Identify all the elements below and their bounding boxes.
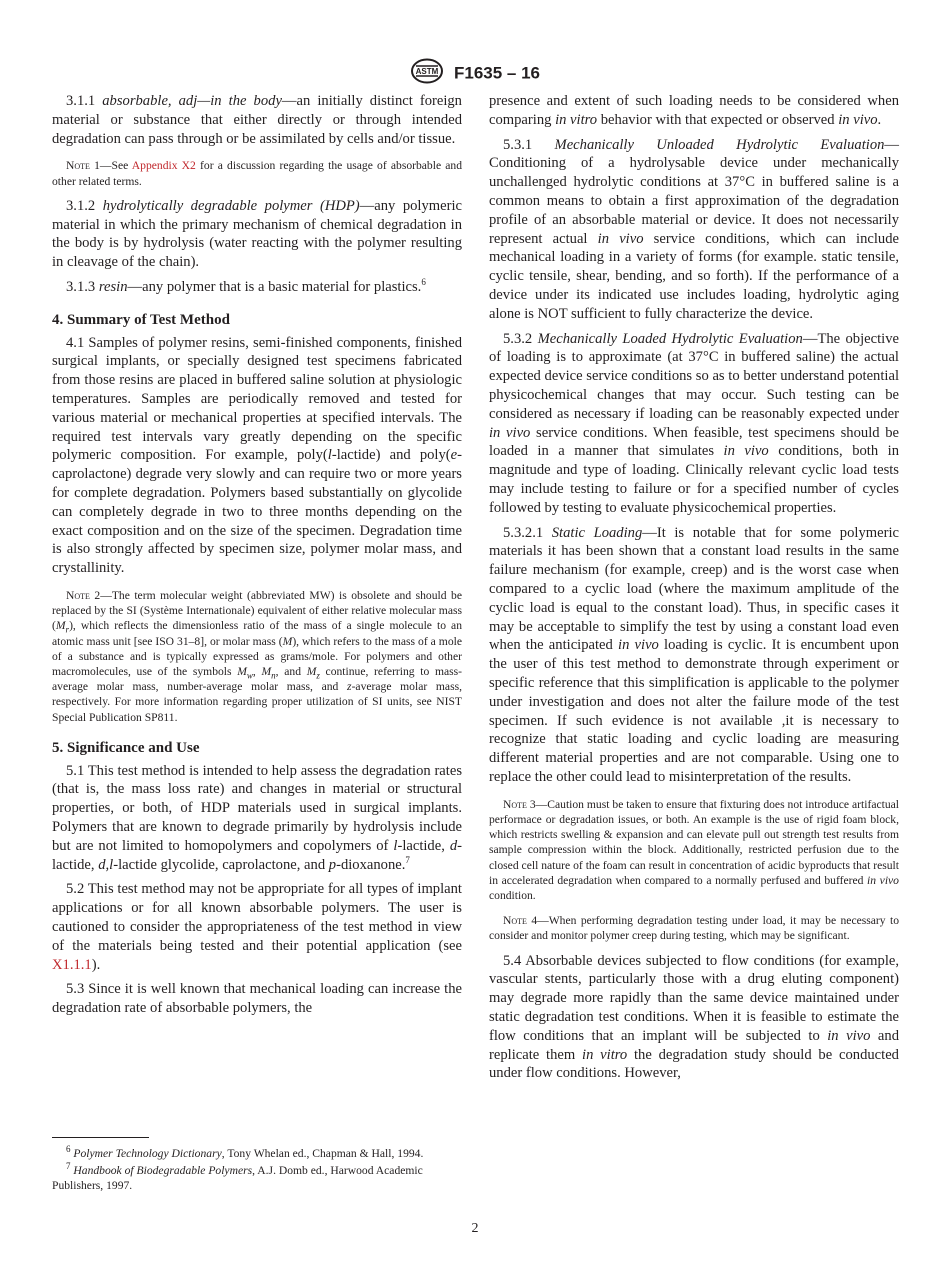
right-column xyxy=(489,92,899,1089)
footnote-6: $^6$ Polymer Technology Dictionary, Tony Whelan ed., Chapman & Hall, 1994. xyxy=(66,1144,424,1160)
footnote-divider xyxy=(52,1137,149,1138)
paragraph-5-3-2: 5.3.2 Mechanically Loaded Hydrolytic Evaluation—The objective of loading is to approximate (at 37°C in buffered saline) the actual expected device service conditions so as to better understand potential physicochemical changes that may occur. Such testing can be considered as necessary if loading can be reasonably expected under in vivo service conditions. When feasible, test specimens should be loaded in a manner that simulates in vivo conditions, both in magnitude and type of loading. Clinically relevant cyclic load tests may include testing to failure or for a specified number of cycles followed by testing to evaluate physicochemical properties. xyxy=(489,330,900,516)
paragraph-5-3-2-1: 5.3.2.1 Static Loading—It is notable that for some polymeric materials it has been shown that a constant load results in the same failure mechanism (for example, creep) and is the worst case when compared to a cyclic load (where the maximum amplitude of the cyclic load is equal to the constant load). Thus, in specific cases it may be acceptable to simplify the test by using a constant load even when the anticipated in vivo loading is cyclic. It is encumbent upon the user of this test method to demonstrate through experiment or specific reference that this simplification is applicable to the polymer under investigation and does not alter the failure mode of the test specimen. If such evidence is not available ,it is necessary to recognize that static loading and cyclic loading are measuring different material properties and are not comparable. Using one to replace the other could lead to misinterpretation of the results. xyxy=(489,524,899,785)
footnotes xyxy=(52,1146,462,1195)
note-3: Note 3—Caution must be taken to ensure that fixturing does not introduce artifactual performace or degradation issues, or both. An example is the use of rigid foam block, which restricts swelling & expansion and can elevate pull out strength test results from sample compression within the block. Additionally, restricted perfusion due to the closed cell nature of the foam can result in concentration of acidic byproducts that result in accelerated degradation when compared to a normally perfused and buffered in vivo condition. xyxy=(489,797,899,902)
paragraph-5-3: 5.3 Since it is well known that mechanical loading can increase the degradation rate of absorbable polymers, the xyxy=(52,981,462,1017)
astm-logo xyxy=(410,58,444,89)
document-id: F1635 – 16 xyxy=(453,63,540,83)
left-column xyxy=(52,92,462,1024)
paragraph-5-3-continued: presence and extent of such loading needs to be considered when comparing in vitro behavior with that expected or observed in vivo. xyxy=(489,93,899,128)
page-header xyxy=(0,58,950,89)
paragraph-5-4: 5.4 Absorbable devices subjected to flow conditions (for example, vascular stents, particularly those with a drug eluting component) may degrade more rapidly than the same device maintained under static degradation test conditions. When it is feasible to estimate the flow conditions that an implant will be subjected to in vivo and replicate them in vitro the degradation study should be conducted under flow conditions. However, xyxy=(489,952,899,1082)
page-number: 2 xyxy=(471,1221,479,1236)
svg-text:ASTM: ASTM xyxy=(415,67,439,76)
paragraph-5-2: 5.2 This test method may not be appropriate for all types of implant applications or for all known absorbable polymers. The user is cautioned to consider the appropriateness of the test method in view of the materials being tested and their potential application (see X1.1.1). xyxy=(52,881,462,973)
note-2: Note 2—The term molecular weight (abbreviated MW) is obsolete and should be replaced by the SI (Système Internationale) equivalent of either relative molecular mass $(M_r)$, which reflects the dimensionless ratio of the mass of a single molecule to an atomic mass unit [see ISO 31–8], or molar mass (M), which refers to the mass of a mole of a substance and is typically expressed as grams/mole. For polymers and other macromolecules, use of the symbols $M_w$, $M_n$, and $M_z$ continue, referring to mass-average molar mass, number-average molar mass, and z-average molar mass, respectively. For more information regarding proper utilization of SI units, see NIST Special Publication SP811. xyxy=(52,588,463,724)
footnote-7: $^7$ Handbook of Biodegradable Polymers, A.J. Domb ed., Harwood Academic Publishers, 1997. xyxy=(52,1161,423,1192)
paragraph-5-3-1: 5.3.1 Mechanically Unloaded Hydrolytic Evaluation—Conditioning of a hydrolysable device under mechanically unchallenged hydrolytic conditions at 37°C in buffered saline is a common means to obtain a first approximation of the degradation profile of an absorbable material or device. It does not necessarily represent actual in vivo service conditions, which can include mechanical loading in a variety of forms (for example. static tensile, cyclic tensile, shear, bending, and so forth). If the performance of a device under its indicated use includes loading, hydrolytic aging alone is NOT sufficient to fully characterize the device. xyxy=(489,136,900,322)
note-1: Note 1—See Appendix X2 for a discussion regarding the usage of absorbable and other related terms. xyxy=(52,159,463,188)
section-heading-5: 5. Significance and Use xyxy=(52,739,200,756)
footnote-ref-6: 6 xyxy=(421,277,426,288)
x1-1-1-link[interactable]: X1.1.1 xyxy=(52,956,92,973)
paragraph-3-1-2: 3.1.2 hydrolytically degradable polymer (HDP)—any polymeric material in which the primary mechanism of chemical degradation in the body is by hydrolysis (water reacting with the polymer resulting in cleavage of the chain). xyxy=(52,197,462,271)
paragraph-4-1: 4.1 Samples of polymer resins, semi-finished components, finished surgical implants, or specially designed test specimens fabricated from those resins are placed in buffered saline solution at physiologic temperatures. Samples are periodically removed and tested for various material or mechanical properties at specified intervals. The required test intervals vary greatly depending on the specific polymeric composition. For example, poly(l-lactide) and poly(e-caprolactone) degrade very slowly and can require two or more years for complete degradation. Polymers based substantially on glycolide can completely degrade in two to three months depending on the exact composition and on the size of the specimen. Degradation time is also strongly affected by specimen size, polymer molar mass, and crystallinity. xyxy=(52,334,462,577)
appendix-x2-link[interactable]: Appendix X2 xyxy=(131,159,196,173)
section-heading-4: 4. Summary of Test Method xyxy=(52,311,230,328)
paragraph-5-1: 5.1 This test method is intended to help assess the degradation rates (that is, the mass loss rate) and changes in material or structural properties, or both, of HDP materials used in surgical implants. Polymers that are known to degrade primarily by hydrolysis include but are not limited to homopolymers and copolymers of l-lactide, d-lactide, d,l-lactide glycolide, caprolactone, and p-dioxanone.$^7$ xyxy=(52,762,462,873)
paragraph-3-1-1: 3.1.1 absorbable, adj—in the body—an initially distinct foreign material or substance that either directly or through intended degradation can pass through or be assimilated by cells and/or tissue. xyxy=(52,93,462,147)
note-4: Note 4—When performing degradation testing under load, it may be necessary to consider and monitor polymer creep during testing, which may be significant. xyxy=(489,914,899,943)
paragraph-3-1-3: 3.1.3 resin—any polymer that is a basic material for plastics.$^6$ xyxy=(66,277,426,295)
footnote-ref-7: 7 xyxy=(405,854,410,865)
